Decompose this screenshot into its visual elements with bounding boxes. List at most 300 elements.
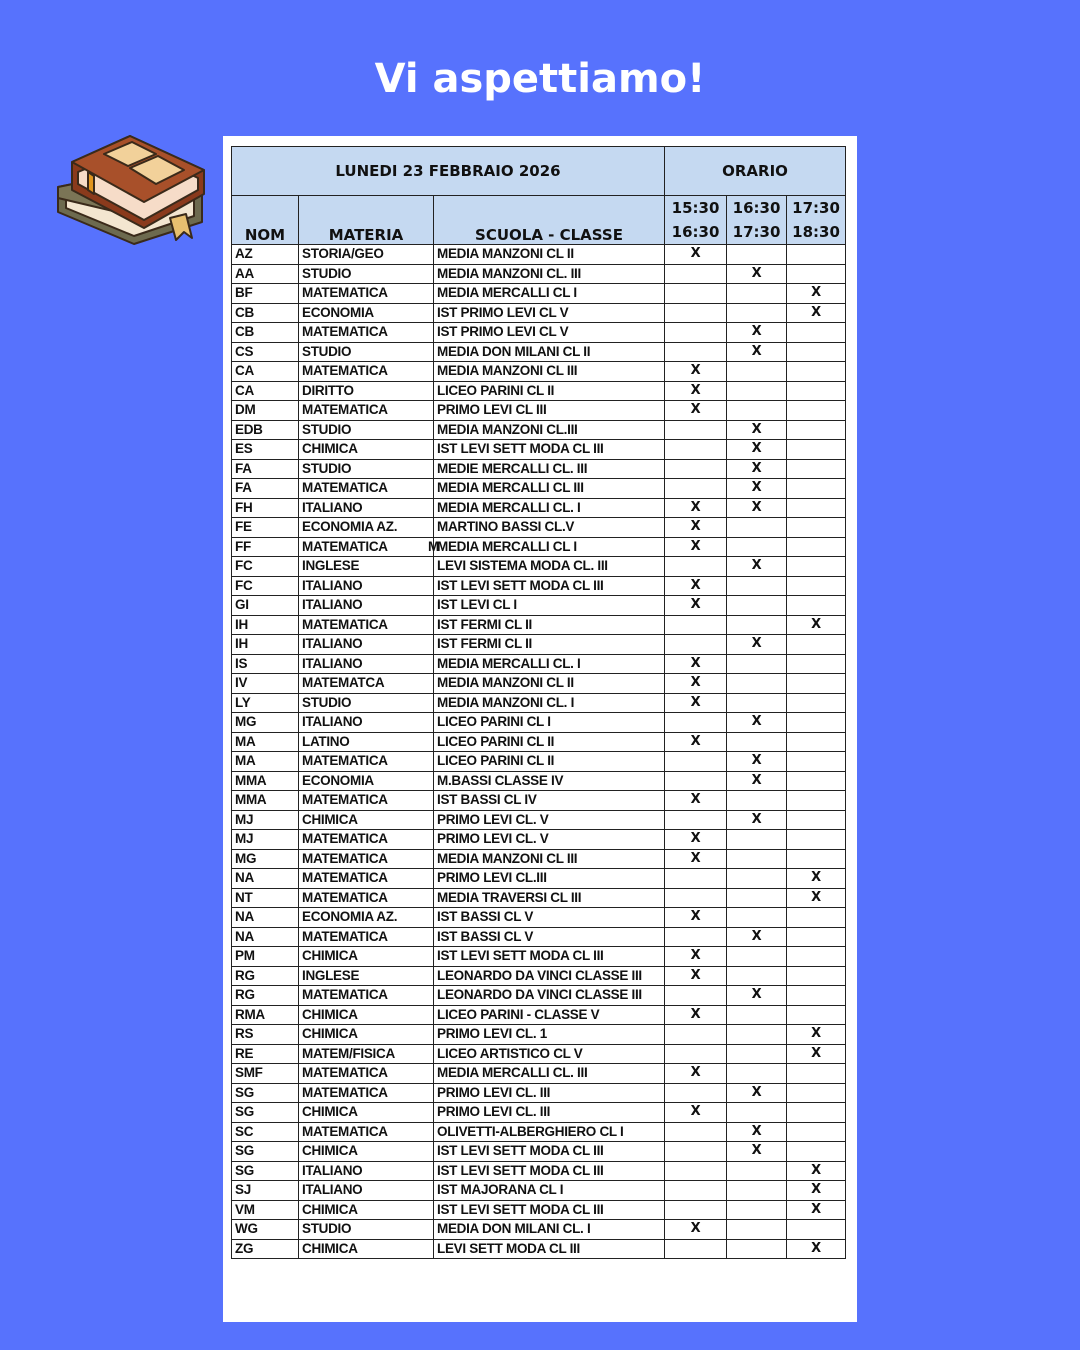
cell-slot-1: X: [665, 498, 727, 518]
cell-materia: ITALIANO: [299, 576, 434, 596]
table-row: [232, 1103, 846, 1123]
cell-slot-2: X: [727, 810, 787, 830]
cell-slot-1: [665, 1161, 727, 1181]
cell-slot-2: [727, 576, 787, 596]
cell-slot-1: [665, 752, 727, 772]
cell-slot-3: [787, 1005, 846, 1025]
table-row: [232, 810, 846, 830]
cell-slot-3: [787, 420, 846, 440]
cell-nom: EDB: [232, 420, 299, 440]
cell-slot-3: [787, 849, 846, 869]
cell-slot-3: [787, 342, 846, 362]
cell-slot-2: [727, 693, 787, 713]
cell-slot-2: [727, 1161, 787, 1181]
cell-nom: NT: [232, 888, 299, 908]
table-row: [232, 362, 846, 382]
slot-start: 17:30: [792, 199, 840, 217]
table-row: [232, 498, 846, 518]
col-slot-1: [665, 196, 727, 245]
cell-scuola: LEONARDO DA VINCI CLASSE III: [434, 986, 665, 1006]
cell-scuola: IST PRIMO LEVI CL V: [434, 323, 665, 343]
cell-materia: MATEMATICA: [299, 752, 434, 772]
cell-slot-3: [787, 1064, 846, 1084]
cell-slot-3: [787, 674, 846, 694]
cell-slot-1: X: [665, 654, 727, 674]
table-row: [232, 713, 846, 733]
cell-slot-3: [787, 381, 846, 401]
cell-materia: CHIMICA: [299, 1200, 434, 1220]
cell-slot-2: X: [727, 557, 787, 577]
table-row: [232, 771, 846, 791]
cell-nom: SG: [232, 1103, 299, 1123]
cell-materia: CHIMICA: [299, 1025, 434, 1045]
table-row: [232, 557, 846, 577]
table-row: [232, 869, 846, 889]
cell-slot-3: [787, 459, 846, 479]
cell-slot-3: X: [787, 869, 846, 889]
cell-slot-3: [787, 498, 846, 518]
cell-nom: RG: [232, 966, 299, 986]
cell-slot-2: X: [727, 635, 787, 655]
cell-slot-3: X: [787, 1181, 846, 1201]
table-row: [232, 654, 846, 674]
table-row: [232, 1161, 846, 1181]
cell-slot-1: X: [665, 537, 727, 557]
table-row: [232, 537, 846, 557]
cell-nom: CA: [232, 381, 299, 401]
table-row: [232, 947, 846, 967]
cell-slot-2: [727, 537, 787, 557]
cell-nom: FA: [232, 479, 299, 499]
cell-slot-3: X: [787, 615, 846, 635]
cell-nom: FF: [232, 537, 299, 557]
cell-scuola: MEDIA MERCALLI CL. III: [434, 1064, 665, 1084]
cell-materia: MATEMATICA: [299, 284, 434, 304]
table-row: [232, 830, 846, 850]
cell-nom: CS: [232, 342, 299, 362]
cell-slot-2: [727, 869, 787, 889]
cell-slot-2: [727, 303, 787, 323]
cell-scuola: LICEO PARINI CL I: [434, 713, 665, 733]
cell-slot-3: X: [787, 284, 846, 304]
cell-slot-2: [727, 732, 787, 752]
col-scuola: SCUOLA - CLASSE: [434, 196, 665, 245]
cell-slot-2: X: [727, 479, 787, 499]
cell-materia: [299, 537, 439, 557]
cell-materia: ITALIANO: [299, 596, 434, 616]
cell-materia: MATEMATICA: [299, 791, 434, 811]
cell-slot-2: [727, 888, 787, 908]
col-materia: MATERIA: [299, 196, 434, 245]
cell-slot-3: [787, 635, 846, 655]
cell-slot-1: [665, 303, 727, 323]
cell-slot-3: [787, 440, 846, 460]
cell-scuola: OLIVETTI-ALBERGHIERO CL I: [434, 1122, 665, 1142]
table-row: [232, 966, 846, 986]
table-row: [232, 245, 846, 265]
cell-scuola: IST PRIMO LEVI CL V: [434, 303, 665, 323]
cell-slot-3: [787, 693, 846, 713]
cell-materia: ITALIANO: [299, 498, 434, 518]
cell-materia: STUDIO: [299, 459, 434, 479]
table-row: [232, 1122, 846, 1142]
cell-nom: SC: [232, 1122, 299, 1142]
cell-slot-1: [665, 888, 727, 908]
cell-slot-1: [665, 869, 727, 889]
cell-slot-2: [727, 966, 787, 986]
cell-materia: STUDIO: [299, 342, 434, 362]
cell-materia: ECONOMIA: [299, 303, 434, 323]
cell-materia: MATEMATICA: [299, 869, 434, 889]
cell-nom: SJ: [232, 1181, 299, 1201]
table-row: [232, 986, 846, 1006]
cell-slot-1: [665, 927, 727, 947]
cell-scuola: MEDIA DON MILANI CL II: [434, 342, 665, 362]
cell-materia: ITALIANO: [299, 1181, 434, 1201]
cell-slot-2: X: [727, 1122, 787, 1142]
cell-slot-1: X: [665, 947, 727, 967]
cell-nom: MA: [232, 752, 299, 772]
cell-scuola: PRIMO LEVI CL.III: [434, 869, 665, 889]
cell-materia: CHIMICA: [299, 1239, 434, 1259]
cell-scuola: MEDIA MANZONI CL. I: [434, 693, 665, 713]
cell-slot-3: [787, 576, 846, 596]
cell-slot-2: [727, 1200, 787, 1220]
cell-slot-2: [727, 1181, 787, 1201]
cell-slot-1: X: [665, 966, 727, 986]
materia-text: MATEMATICA: [302, 538, 388, 554]
cell-slot-3: [787, 1220, 846, 1240]
cell-slot-3: [787, 654, 846, 674]
cell-slot-2: [727, 947, 787, 967]
cell-materia: MATEMATICA: [299, 479, 434, 499]
table-row: [232, 1083, 846, 1103]
table-row: [232, 1142, 846, 1162]
cell-slot-1: X: [665, 1220, 727, 1240]
cell-slot-3: [787, 752, 846, 772]
cell-materia: MATEMATICA: [299, 323, 434, 343]
cell-materia: INGLESE: [299, 557, 434, 577]
cell-nom: NA: [232, 927, 299, 947]
cell-slot-1: [665, 615, 727, 635]
cell-slot-3: [787, 791, 846, 811]
cell-slot-1: [665, 557, 727, 577]
table-row: [232, 693, 846, 713]
cell-nom: SG: [232, 1142, 299, 1162]
cell-slot-3: [787, 518, 846, 538]
cell-nom: MA: [232, 732, 299, 752]
table-row: [232, 1239, 846, 1259]
cell-nom: IV: [232, 674, 299, 694]
cell-nom: MMA: [232, 791, 299, 811]
cell-slot-2: [727, 245, 787, 265]
slot-end: 18:30: [792, 223, 840, 241]
slot-end: 16:30: [671, 223, 720, 241]
cell-materia: MATEMATICA: [299, 849, 434, 869]
cell-scuola: LICEO PARINI - CLASSE V: [434, 1005, 665, 1025]
cell-slot-1: [665, 771, 727, 791]
cell-slot-1: [665, 342, 727, 362]
cell-scuola: MEDIA MANZONI CL III: [434, 362, 665, 382]
cell-nom: MJ: [232, 830, 299, 850]
cell-materia: MATEMATICA: [299, 1122, 434, 1142]
cell-slot-2: X: [727, 459, 787, 479]
cell-scuola: M.BASSI CLASSE IV: [434, 771, 665, 791]
cell-materia: MATEMATICA: [299, 830, 434, 850]
cell-nom: CB: [232, 303, 299, 323]
cell-materia: ITALIANO: [299, 1161, 434, 1181]
cell-scuola: PRIMO LEVI CL. V: [434, 810, 665, 830]
cell-scuola: MEDIA MERCALLI CL III: [434, 479, 665, 499]
cell-nom: NA: [232, 869, 299, 889]
cell-slot-3: [787, 927, 846, 947]
cell-slot-2: [727, 791, 787, 811]
cell-nom: RS: [232, 1025, 299, 1045]
cell-slot-1: [665, 459, 727, 479]
cell-nom: MG: [232, 849, 299, 869]
cell-slot-3: [787, 537, 846, 557]
cell-scuola: IST BASSI CL V: [434, 927, 665, 947]
cell-materia: CHIMICA: [299, 1103, 434, 1123]
cell-nom: NA: [232, 908, 299, 928]
cell-slot-2: X: [727, 752, 787, 772]
table-row: [232, 1025, 846, 1045]
cell-slot-1: X: [665, 245, 727, 265]
cell-materia: MATEMATICA: [299, 401, 434, 421]
cell-slot-3: [787, 557, 846, 577]
cell-nom: IS: [232, 654, 299, 674]
cell-nom: PM: [232, 947, 299, 967]
cell-scuola: MEDIA MANZONI CL.III: [434, 420, 665, 440]
cell-slot-1: [665, 635, 727, 655]
cell-slot-3: [787, 1142, 846, 1162]
cell-slot-1: [665, 284, 727, 304]
cell-slot-3: X: [787, 888, 846, 908]
cell-nom: SG: [232, 1083, 299, 1103]
cell-slot-1: X: [665, 1005, 727, 1025]
cell-materia: ITALIANO: [299, 635, 434, 655]
cell-materia: MATEMATICA: [299, 986, 434, 1006]
cell-slot-2: X: [727, 342, 787, 362]
cell-slot-1: [665, 1200, 727, 1220]
cell-nom: CA: [232, 362, 299, 382]
cell-slot-3: X: [787, 1161, 846, 1181]
cell-slot-2: [727, 615, 787, 635]
cell-materia: STUDIO: [299, 420, 434, 440]
cell-nom: FC: [232, 576, 299, 596]
cell-nom: AZ: [232, 245, 299, 265]
table-row: [232, 888, 846, 908]
table-row: [232, 596, 846, 616]
cell-slot-1: X: [665, 791, 727, 811]
cell-materia: ITALIANO: [299, 654, 434, 674]
cell-scuola: LICEO PARINI CL II: [434, 752, 665, 772]
cell-scuola: IST BASSI CL V: [434, 908, 665, 928]
slot-start: 15:30: [671, 199, 720, 217]
cell-scuola: LICEO ARTISTICO CL V: [434, 1044, 665, 1064]
cell-slot-2: [727, 1239, 787, 1259]
table-row: [232, 323, 846, 343]
cell-scuola: MEDIA MANZONI CL II: [434, 674, 665, 694]
table-row: [232, 303, 846, 323]
cell-slot-1: [665, 479, 727, 499]
cell-slot-2: X: [727, 498, 787, 518]
cell-nom: RG: [232, 986, 299, 1006]
cell-slot-2: [727, 1103, 787, 1123]
cell-materia: MATEMATICA: [299, 1064, 434, 1084]
table-row: [232, 849, 846, 869]
cell-nom: ZG: [232, 1239, 299, 1259]
table-row: [232, 674, 846, 694]
cell-slot-1: X: [665, 596, 727, 616]
cell-materia: CHIMICA: [299, 810, 434, 830]
table-row: [232, 615, 846, 635]
cell-slot-2: [727, 674, 787, 694]
cell-nom: FC: [232, 557, 299, 577]
cell-slot-3: [787, 479, 846, 499]
cell-materia: MATEMATICA: [299, 615, 434, 635]
cell-slot-3: [787, 810, 846, 830]
table-row: [232, 479, 846, 499]
table-row: [232, 927, 846, 947]
cell-slot-1: X: [665, 401, 727, 421]
cell-slot-2: [727, 1025, 787, 1045]
table-row: [232, 1220, 846, 1240]
cell-scuola: LICEO PARINI CL II: [434, 732, 665, 752]
schedule-rows: [232, 245, 846, 1259]
cell-slot-1: X: [665, 381, 727, 401]
cell-slot-3: X: [787, 1025, 846, 1045]
page-title: Vi aspettiamo!: [374, 56, 706, 102]
cell-slot-2: [727, 401, 787, 421]
cell-nom: DM: [232, 401, 299, 421]
cell-slot-1: [665, 986, 727, 1006]
table-row: [232, 420, 846, 440]
cell-materia: CHIMICA: [299, 1142, 434, 1162]
table-row: [232, 440, 846, 460]
cell-scuola: IST FERMI CL II: [434, 615, 665, 635]
cell-slot-2: [727, 654, 787, 674]
cell-slot-2: X: [727, 713, 787, 733]
cell-slot-3: X: [787, 1044, 846, 1064]
cell-nom: WG: [232, 1220, 299, 1240]
cell-scuola: MEDIA MERCALLI CL I: [434, 537, 665, 557]
cell-slot-3: [787, 908, 846, 928]
cell-materia: MATEMATICA: [299, 362, 434, 382]
cell-scuola: MEDIA DON MILANI CL. I: [434, 1220, 665, 1240]
cell-slot-1: X: [665, 674, 727, 694]
cell-scuola: MEDIA TRAVERSI CL III: [434, 888, 665, 908]
cell-slot-3: [787, 362, 846, 382]
cell-nom: SMF: [232, 1064, 299, 1084]
cell-nom: IH: [232, 635, 299, 655]
cell-slot-2: X: [727, 264, 787, 284]
cell-nom: LY: [232, 693, 299, 713]
cell-slot-2: [727, 381, 787, 401]
cell-materia: MATEMATICA: [299, 1083, 434, 1103]
cell-slot-2: [727, 908, 787, 928]
table-row: [232, 1200, 846, 1220]
cell-slot-3: [787, 245, 846, 265]
cell-slot-1: [665, 420, 727, 440]
cell-slot-1: [665, 1044, 727, 1064]
cell-materia: STUDIO: [299, 1220, 434, 1240]
cell-materia: LATINO: [299, 732, 434, 752]
cell-slot-1: X: [665, 362, 727, 382]
cell-slot-3: [787, 830, 846, 850]
cell-slot-2: X: [727, 771, 787, 791]
cell-slot-3: [787, 986, 846, 1006]
cell-slot-1: [665, 1142, 727, 1162]
cell-nom: AA: [232, 264, 299, 284]
cell-slot-2: [727, 1064, 787, 1084]
cell-scuola: LICEO PARINI CL II: [434, 381, 665, 401]
cell-slot-3: [787, 1103, 846, 1123]
cell-slot-2: [727, 1005, 787, 1025]
cell-slot-3: X: [787, 303, 846, 323]
cell-slot-2: X: [727, 1142, 787, 1162]
cell-nom: MJ: [232, 810, 299, 830]
cell-slot-3: [787, 264, 846, 284]
table-row: [232, 401, 846, 421]
cell-materia: CHIMICA: [299, 1005, 434, 1025]
cell-materia: MATEM/FISICA: [299, 1044, 434, 1064]
cell-scuola: IST LEVI SETT MODA CL III: [434, 1161, 665, 1181]
cell-materia: ITALIANO: [299, 713, 434, 733]
cell-nom: BF: [232, 284, 299, 304]
cell-slot-1: X: [665, 693, 727, 713]
cell-nom: GI: [232, 596, 299, 616]
table-row: [232, 342, 846, 362]
cell-slot-1: [665, 323, 727, 343]
cell-slot-3: [787, 732, 846, 752]
cell-materia: CHIMICA: [299, 947, 434, 967]
table-row: [232, 284, 846, 304]
col-nom: NOM: [232, 196, 299, 245]
cell-nom: FH: [232, 498, 299, 518]
cell-scuola: IST LEVI SETT MODA CL III: [434, 1200, 665, 1220]
cell-materia: STORIA/GEO: [299, 245, 434, 265]
cell-nom: MG: [232, 713, 299, 733]
cell-scuola: PRIMO LEVI CL. III: [434, 1103, 665, 1123]
cell-slot-3: [787, 771, 846, 791]
cell-materia: STUDIO: [299, 264, 434, 284]
cell-slot-1: [665, 1122, 727, 1142]
cell-materia: STUDIO: [299, 693, 434, 713]
cell-scuola: MEDIA MANZONI CL. III: [434, 264, 665, 284]
cell-scuola: IST MAJORANA CL I: [434, 1181, 665, 1201]
cell-slot-1: X: [665, 849, 727, 869]
cell-materia: CHIMICA: [299, 440, 434, 460]
cell-slot-2: X: [727, 323, 787, 343]
table-row: [232, 732, 846, 752]
table-row: [232, 1005, 846, 1025]
cell-slot-3: [787, 947, 846, 967]
cell-slot-2: [727, 596, 787, 616]
cell-nom: RMA: [232, 1005, 299, 1025]
cell-slot-2: [727, 284, 787, 304]
table-row: [232, 1181, 846, 1201]
cell-slot-1: [665, 713, 727, 733]
cell-materia: ECONOMIA: [299, 771, 434, 791]
cell-slot-1: X: [665, 518, 727, 538]
col-slot-2: [727, 196, 787, 245]
table-row: [232, 908, 846, 928]
cell-slot-1: X: [665, 1103, 727, 1123]
cell-scuola: LEVI SISTEMA MODA CL. III: [434, 557, 665, 577]
col-slot-3: [787, 196, 846, 245]
cell-scuola: LEVI SETT MODA CL III: [434, 1239, 665, 1259]
